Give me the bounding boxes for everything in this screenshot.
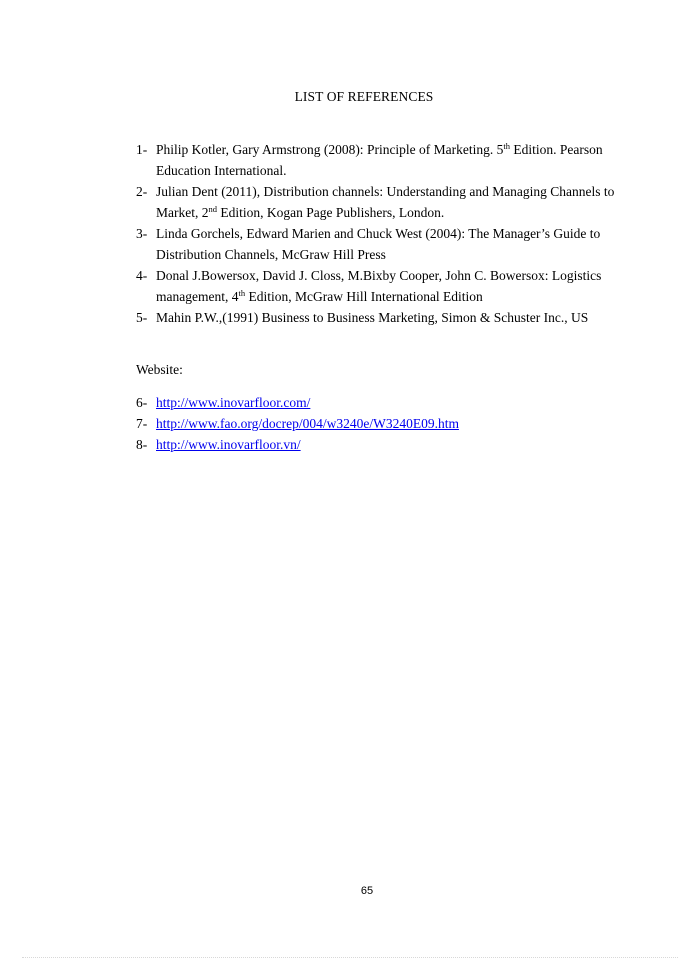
link-number: 6- — [136, 395, 148, 410]
page-number: 65 — [360, 885, 374, 897]
website-link[interactable]: http://www.inovarfloor.com/ — [156, 395, 311, 410]
reference-text-part: Julian Dent (2011), Distribution channels: Understanding and Managing Channels to Market, 2 — [156, 184, 615, 220]
website-link[interactable]: http://www.fao.org/docrep/004/w3240e/W3240E09.htm — [156, 416, 459, 431]
website-link-item — [136, 434, 616, 455]
website-link[interactable]: http://www.inovarfloor.vn/ — [156, 437, 301, 452]
reference-item — [136, 181, 616, 223]
link-number: 8- — [136, 437, 148, 452]
reference-text-part: Edition, Kogan Page Publishers, London. — [216, 205, 445, 220]
reference-number: 1- — [136, 142, 148, 157]
website-link-item — [136, 413, 616, 434]
reference-text-part: Linda Gorchels, Edward Marien and Chuck West (2004): The Manager’s Guide to Distribution Channels, McGraw Hill Press — [156, 226, 601, 262]
website-heading: Website: — [136, 362, 183, 377]
reference-text — [156, 223, 616, 265]
reference-number: 3- — [136, 226, 148, 241]
superscript: th — [238, 288, 246, 298]
reference-number: 4- — [136, 268, 148, 283]
reference-item — [136, 307, 616, 328]
page-bottom-divider — [22, 957, 678, 958]
website-link-item — [136, 392, 616, 413]
reference-list — [136, 139, 616, 328]
website-link-list — [136, 392, 616, 455]
reference-text — [156, 265, 616, 307]
reference-item — [136, 139, 616, 181]
page-title: LIST OF REFERENCES — [294, 89, 434, 104]
reference-text-part: Philip Kotler, Gary Armstrong (2008): Principle of Marketing. 5 — [156, 142, 504, 157]
reference-text-part: Edition, McGraw Hill International Edition — [245, 289, 483, 304]
superscript: th — [503, 141, 511, 151]
reference-text — [156, 307, 616, 328]
reference-number: 2- — [136, 184, 148, 199]
reference-text-part: Donal J.Bowersox, David J. Closs, M.Bixby Cooper, John C. Bowersox: Logistics management, 4 — [156, 268, 602, 304]
reference-text-part: Edition. Pearson Education International. — [156, 142, 603, 178]
reference-text — [156, 139, 616, 181]
superscript: nd — [208, 204, 217, 214]
reference-item — [136, 223, 616, 265]
reference-number: 5- — [136, 310, 148, 325]
reference-item — [136, 265, 616, 307]
reference-text — [156, 181, 616, 223]
reference-text-part: Mahin P.W.,(1991) Business to Business Marketing, Simon & Schuster Inc., US — [156, 310, 589, 325]
link-number: 7- — [136, 416, 148, 431]
